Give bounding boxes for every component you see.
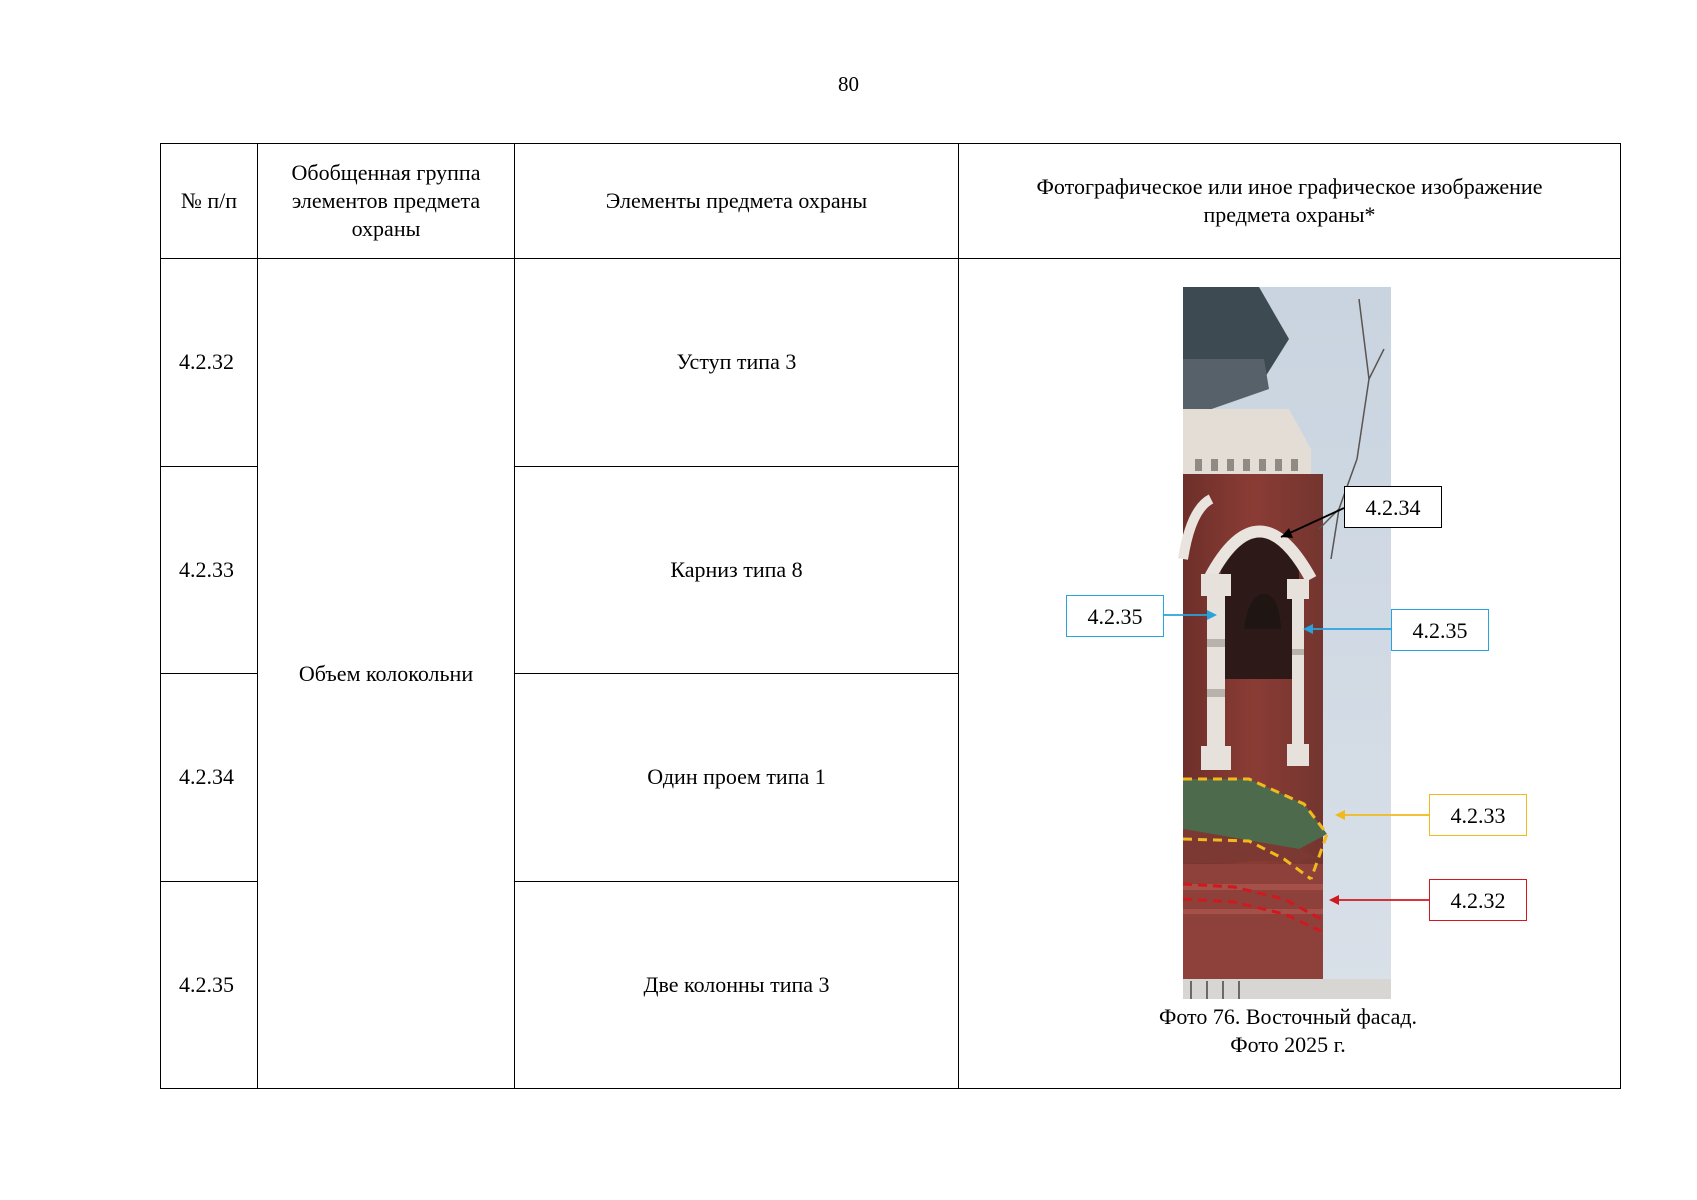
header-photo: Фотографическое или иное графическое изображение предмета охраны* xyxy=(959,144,1621,259)
row-number: 4.2.34 xyxy=(161,674,258,882)
header-group: Обобщенная группа элементов предмета охраны xyxy=(258,144,515,259)
callout-label: 4.2.35 xyxy=(1066,595,1164,637)
element-name: Карниз типа 8 xyxy=(515,466,959,674)
callout-label: 4.2.34 xyxy=(1344,486,1442,528)
caption-line: Фото 2025 г. xyxy=(1230,1032,1346,1057)
callout-label: 4.2.32 xyxy=(1429,879,1527,921)
element-name: Уступ типа 3 xyxy=(515,259,959,467)
callout-label: 4.2.35 xyxy=(1391,609,1489,651)
photo-cell xyxy=(959,259,1621,1089)
row-number: 4.2.35 xyxy=(161,881,258,1089)
header-num: № п/п xyxy=(161,144,258,259)
heritage-elements-table xyxy=(160,143,1621,1089)
bell-tower-photo xyxy=(959,259,1617,1091)
group-name: Объем колокольни xyxy=(258,259,515,1089)
page-number: 80 xyxy=(838,72,859,96)
element-name: Две колонны типа 3 xyxy=(515,881,959,1089)
caption-line: Фото 76. Восточный фасад. xyxy=(1158,1004,1418,1029)
photo-caption xyxy=(959,1003,1617,1059)
row-number: 4.2.32 xyxy=(161,259,258,467)
row-number: 4.2.33 xyxy=(161,466,258,674)
element-name: Один проем типа 1 xyxy=(515,674,959,882)
table-row xyxy=(161,259,1621,467)
callout-label: 4.2.33 xyxy=(1429,794,1527,836)
table-header-row xyxy=(161,144,1621,259)
header-elements: Элементы предмета охраны xyxy=(515,144,959,259)
photo-annotated xyxy=(959,259,1617,1091)
